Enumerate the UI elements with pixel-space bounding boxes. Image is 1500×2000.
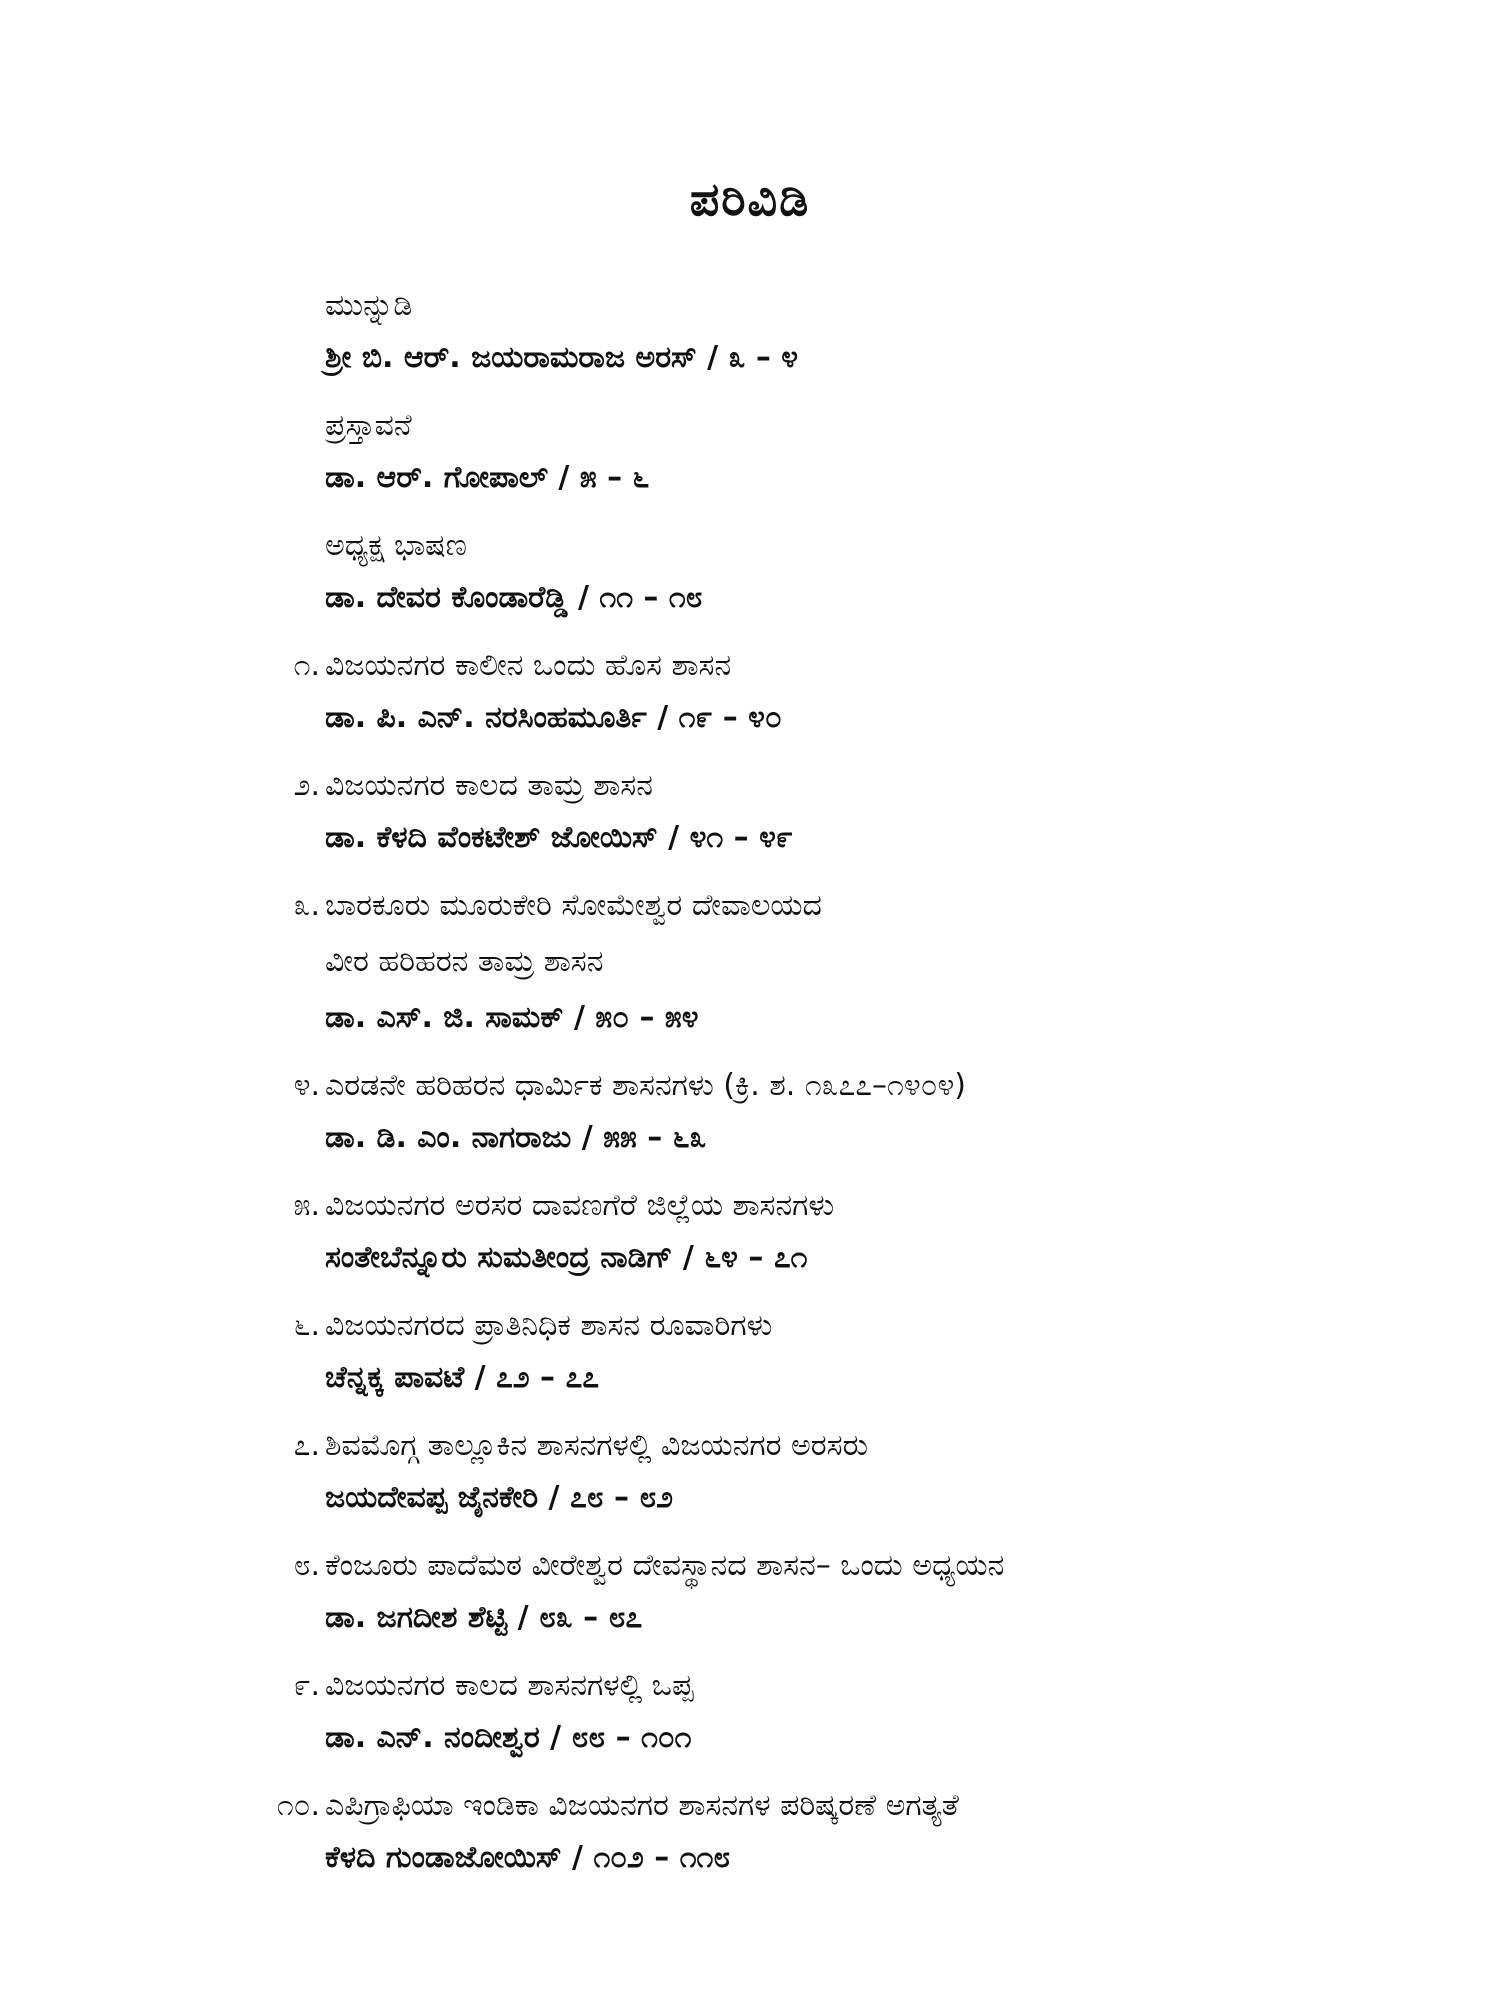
- entry-number: ೨.: [293, 768, 320, 803]
- author-name: ಡಾ. ಎನ್. ನಂದೀಶ್ವರ: [325, 1720, 540, 1755]
- entry-number: ೫.: [293, 1188, 320, 1223]
- page-range: ೫ – ೬: [579, 460, 650, 495]
- entry-author: ಸಂತೇಬೆನ್ನೂರು ಸುಮತೀಂದ್ರ ನಾಡಿಗ್ / ೬೪ – ೭೧: [325, 1240, 808, 1275]
- author-name: ಡಾ. ಜಗದೀಶ ಶೆಟ್ಟಿ: [325, 1600, 508, 1635]
- entry-author: ಡಾ. ಡಿ. ಎಂ. ನಾಗರಾಜು / ೫೫ – ೬೩: [325, 1120, 707, 1155]
- author-name: ಡಾ. ಕೆಳದಿ ವೆಂಕಟೇಶ್ ಜೋಯಿಸ್: [325, 820, 658, 855]
- entry-title: ವಿಜಯನಗರ ಕಾಲದ ತಾಮ್ರ ಶಾಸನ: [325, 768, 653, 803]
- author-name: ಚೆನ್ನಕ್ಕ ಪಾವಟೆ: [325, 1360, 465, 1395]
- entry-number: ೭.: [293, 1428, 320, 1463]
- entry-number: ೧.: [293, 648, 320, 683]
- author-name: ಡಾ. ಡಿ. ಎಂ. ನಾಗರಾಜು: [325, 1120, 572, 1155]
- entry-number: ೮.: [293, 1548, 320, 1583]
- entry-title-continued: ವೀರ ಹರಿಹರನ ತಾಮ್ರ ಶಾಸನ: [325, 944, 604, 979]
- entry-title: ವಿಜಯನಗರದ ಪ್ರಾತಿನಿಧಿಕ ಶಾಸನ ರೂವಾರಿಗಳು: [325, 1308, 773, 1343]
- page-range: ೧೯ – ೪೦: [678, 700, 782, 735]
- entry-title: ವಿಜಯನಗರ ಕಾಲೀನ ಒಂದು ಹೊಸ ಶಾಸನ: [325, 648, 732, 683]
- entry-title: ವಿಜಯನಗರ ಅರಸರ ದಾವಣಗೆರೆ ಜಿಲ್ಲೆಯ ಶಾಸನಗಳು: [325, 1188, 835, 1223]
- author-name: ಕೆಳದಿ ಗುಂಡಾಜೋಯಿಸ್: [325, 1840, 562, 1875]
- fm-author: ಡಾ. ದೇವರ ಕೊಂಡಾರೆಡ್ಡಿ / ೧೧ – ೧೮: [325, 580, 703, 615]
- entry-author: ಡಾ. ಎನ್. ನಂದೀಶ್ವರ / ೮೮ – ೧೦೧: [325, 1720, 692, 1755]
- entry-title: ಎಪಿಗ್ರಾಫಿಯಾ ಇಂಡಿಕಾ ವಿಜಯನಗರ ಶಾಸನಗಳ ಪರಿಷ್ಕರಣೆ ಅಗತ್ಯತೆ: [325, 1788, 959, 1823]
- page-range: ೪೧ – ೪೯: [689, 820, 793, 855]
- entry-author: ಡಾ. ಕೆಳದಿ ವೆಂಕಟೇಶ್ ಜೋಯಿಸ್ / ೪೧ – ೪೯: [325, 820, 793, 855]
- entry-author: ಚೆನ್ನಕ್ಕ ಪಾವಟೆ / ೭೨ – ೭೭: [325, 1360, 600, 1395]
- entry-number: ೯.: [293, 1668, 320, 1703]
- fm-heading: ಮುನ್ನುಡಿ: [325, 288, 413, 323]
- author-name: ಡಾ. ಪಿ. ಎನ್. ನರಸಿಂಹಮೂರ್ತಿ: [325, 700, 647, 735]
- page-range: ೫೦ – ೫೪: [595, 1000, 699, 1035]
- entry-title: ಶಿವಮೊಗ್ಗ ತಾಲ್ಲೂಕಿನ ಶಾಸನಗಳಲ್ಲಿ ವಿಜಯನಗರ ಅರಸರು: [325, 1428, 868, 1463]
- page-range: ೫೫ – ೬೩: [603, 1120, 707, 1155]
- fm-author: ಶ್ರೀ ಬಿ. ಆರ್. ಜಯರಾಮರಾಜ ಅರಸ್ / ೩ – ೪: [325, 340, 799, 375]
- author-name: ಡಾ. ಆರ್. ಗೋಪಾಲ್: [325, 460, 548, 495]
- page-range: ೭೮ – ೮೨: [569, 1480, 674, 1515]
- author-name: ಡಾ. ದೇವರ ಕೊಂಡಾರೆಡ್ಡಿ: [325, 580, 568, 615]
- fm-heading: ಅಧ್ಯಕ್ಷ ಭಾಷಣ: [325, 528, 467, 563]
- entry-author: ಕೆಳದಿ ಗುಂಡಾಜೋಯಿಸ್ / ೧೦೨ – ೧೧೮: [325, 1840, 731, 1875]
- fm-author: ಡಾ. ಆರ್. ಗೋಪಾಲ್ / ೫ – ೬: [325, 460, 650, 495]
- entry-title: ಎರಡನೇ ಹರಿಹರನ ಧಾರ್ಮಿಕ ಶಾಸನಗಳು (ಕ್ರಿ. ಶ. ೧೩೭೭–೧೪೦೪): [325, 1068, 966, 1103]
- page-range: ೧೧ – ೧೮: [599, 580, 703, 615]
- author-name: ಜಯದೇವಪ್ಪ ಜೈನಕೇರಿ: [325, 1480, 539, 1515]
- fm-heading: ಪ್ರಸ್ತಾವನೆ: [325, 408, 412, 443]
- page-title: ಪರಿವಿಡಿ: [689, 172, 811, 226]
- entry-author: ಡಾ. ಜಗದೀಶ ಶೆಟ್ಟಿ / ೮೩ – ೮೭: [325, 1600, 643, 1635]
- entry-number: ೧೦.: [276, 1788, 320, 1823]
- entry-title: ವಿಜಯನಗರ ಕಾಲದ ಶಾಸನಗಳಲ್ಲಿ ಒಪ್ಪ: [325, 1668, 694, 1703]
- page-range: ೧೦೨ – ೧೧೮: [593, 1840, 731, 1875]
- author-name: ಶ್ರೀ ಬಿ. ಆರ್. ಜಯರಾಮರಾಜ ಅರಸ್: [325, 340, 697, 375]
- page-range: ೮೮ – ೧೦೧: [571, 1720, 692, 1755]
- page-range: ೮೩ – ೮೭: [539, 1600, 643, 1635]
- entry-author: ಡಾ. ಪಿ. ಎನ್. ನರಸಿಂಹಮೂರ್ತಿ / ೧೯ – ೪೦: [325, 700, 782, 735]
- page-range: ೭೨ – ೭೭: [496, 1360, 600, 1395]
- entry-title: ಕೆಂಜೂರು ಪಾದೆಮಠ ವೀರೇಶ್ವರ ದೇವಸ್ಥಾನದ ಶಾಸನ– ಒಂದು ಅಧ್ಯಯನ: [325, 1548, 1005, 1583]
- entry-author: ಜಯದೇವಪ್ಪ ಜೈನಕೇರಿ / ೭೮ – ೮೨: [325, 1480, 674, 1515]
- author-name: ಸಂತೇಬೆನ್ನೂರು ಸುಮತೀಂದ್ರ ನಾಡಿಗ್: [325, 1240, 673, 1275]
- entry-title: ಬಾರಕೂರು ಮೂರುಕೇರಿ ಸೋಮೇಶ್ವರ ದೇವಾಲಯದ: [325, 888, 822, 923]
- entry-author: ಡಾ. ಎಸ್. ಜಿ. ಸಾಮಕ್ / ೫೦ – ೫೪: [325, 1000, 699, 1035]
- entry-number: ೬.: [293, 1308, 320, 1343]
- page-range: ೩ – ೪: [728, 340, 799, 375]
- entry-number: ೩.: [293, 888, 320, 923]
- author-name: ಡಾ. ಎಸ್. ಜಿ. ಸಾಮಕ್: [325, 1000, 564, 1035]
- page-range: ೬೪ – ೭೧: [704, 1240, 808, 1275]
- entry-number: ೪.: [293, 1068, 320, 1103]
